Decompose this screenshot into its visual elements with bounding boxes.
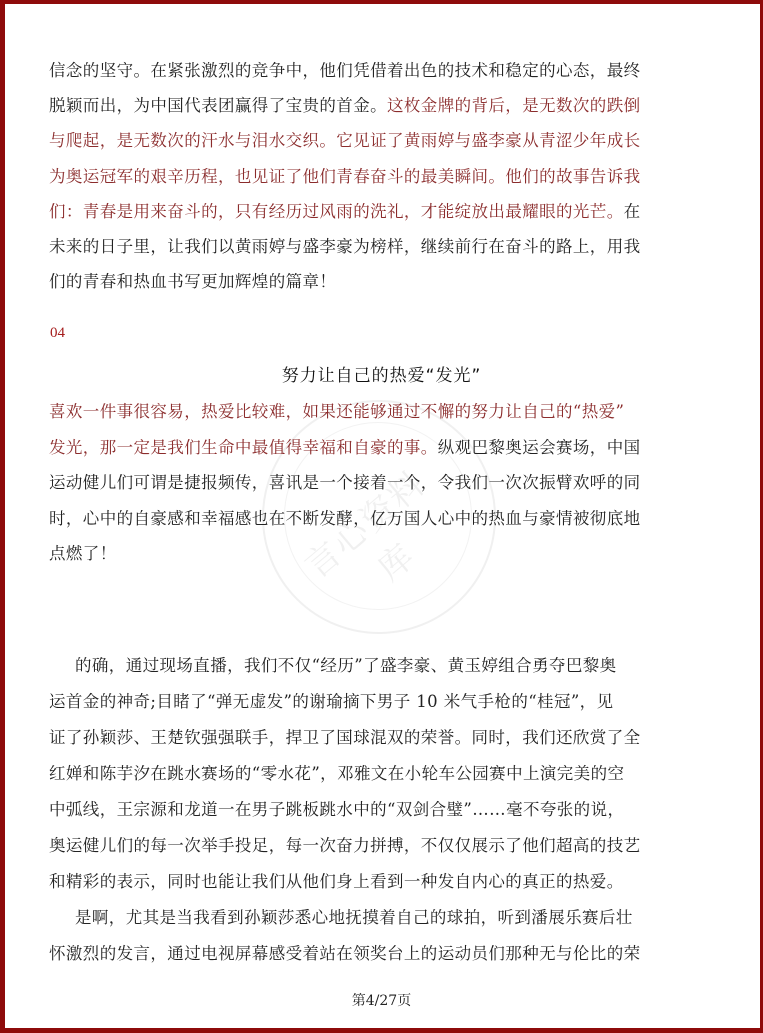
text-line [75, 656, 745, 676]
text-line [49, 800, 719, 820]
text-line [49, 944, 719, 964]
text-segment: 怀激烈的发言，通过电视屏幕感受着站在领奖台上的运动员们那种无与伦比的荣 [49, 944, 641, 963]
text-segment: 纵观巴黎奥运会赛场，中国 [437, 437, 641, 457]
text-segment: 们的青春和热血书写更加辉煌的篇章！ [49, 272, 337, 292]
highlighted-text: 与爬起，是无数次的汗水与泪水交织。它见证了黄雨婷与盛李豪从青涩少年成长 [49, 131, 641, 151]
text-line [49, 96, 719, 116]
text-segment: 未来的日子里，让我们以黄雨婷与盛李豪为榜样，继续前行在奋斗的路上，用我 [49, 237, 641, 256]
text-line [49, 692, 719, 712]
text-segment: 运动健儿们可谓是捷报频传，喜讯是一个接着一个，令我们一次次振臂欢呼的同 [49, 473, 641, 493]
text-segment: 时，心中的自豪感和幸福感也在不断发酵，亿万国人心中的热血与豪情被彻底地 [49, 508, 641, 528]
text-line [49, 237, 719, 257]
text-line [49, 872, 719, 892]
page-number: 第4/27页 [351, 993, 412, 1009]
text-segment: 的确，通过现场直播，我们不仅“经历”了盛李豪、黄玉婷组合勇夺巴黎奥 [75, 656, 617, 675]
text-line [49, 836, 719, 856]
text-line [49, 509, 719, 529]
text-line [75, 908, 745, 928]
text-line [49, 438, 719, 458]
text-segment: 中弧线，王宗源和龙道一在男子跳板跳水中的“双剑合璧”……毫不夸张的说， [49, 800, 625, 819]
text-line [49, 131, 719, 151]
text-line [49, 202, 719, 222]
highlighted-text: 喜欢一件事很容易，热爱比较难，如果还能够通过不懈的努力让自己的“热爱” [49, 402, 625, 421]
text-line [49, 402, 719, 422]
text-segment: 脱颖而出，为中国代表团赢得了宝贵的首金。 [49, 96, 387, 116]
text-line [49, 61, 719, 81]
text-line [49, 473, 719, 493]
text-segment: 奥运健儿们的每一次举手投足，每一次奋力拼搏，不仅仅展示了他们超高的技艺 [49, 836, 641, 855]
text-segment: 红婵和陈芋汐在跳水赛场的“零水花”，邓雅文在小轮车公园赛中上演完美的空 [49, 764, 625, 783]
text-segment: 点燃了！ [49, 544, 117, 564]
text-segment: 是啊，尤其是当我看到孙颖莎悉心地抚摸着自己的球拍，听到潘展乐赛后壮 [75, 908, 633, 927]
text-segment: 和精彩的表示，同时也能让我们从他们身上看到一种发自内心的真正的热爱。 [49, 872, 624, 891]
section-title: 努力让自己的热爱“发光” [281, 366, 482, 386]
highlighted-text: 发光，那一定是我们生命中最值得幸福和自豪的事。 [49, 437, 438, 457]
text-line [49, 272, 719, 292]
text-line [49, 544, 719, 564]
text-segment: 在 [623, 201, 641, 221]
highlighted-text: 这枚金牌的背后，是无数次的跌倒 [387, 96, 641, 116]
highlighted-text: 为奥运冠军的艰辛历程，也见证了他们青春奋斗的最美瞬间。他们的故事告诉我 [49, 166, 641, 186]
text-segment: 运首金的神奇;目睹了“弹无虚发”的谢瑜摘下男子 10 米气手枪的“桂冠”，见 [49, 692, 614, 711]
text-segment: 证了孙颖莎、王楚钦强强联手，捍卫了国球混双的荣誉。同时，我们还欣赏了全 [49, 728, 641, 747]
watermark-text: 言心资料库 [297, 463, 434, 590]
text-segment: 信念的坚守。在紧张激烈的竞争中，他们凭借着出色的技术和稳定的心态，最终 [49, 61, 641, 80]
text-line [49, 167, 719, 187]
highlighted-text: 们：青春是用来奋斗的，只有经历过风雨的洗礼，才能绽放出最耀眼的光芒。 [49, 201, 624, 221]
section-number: 04 [50, 325, 65, 341]
text-line [49, 764, 719, 784]
text-line [49, 728, 719, 748]
